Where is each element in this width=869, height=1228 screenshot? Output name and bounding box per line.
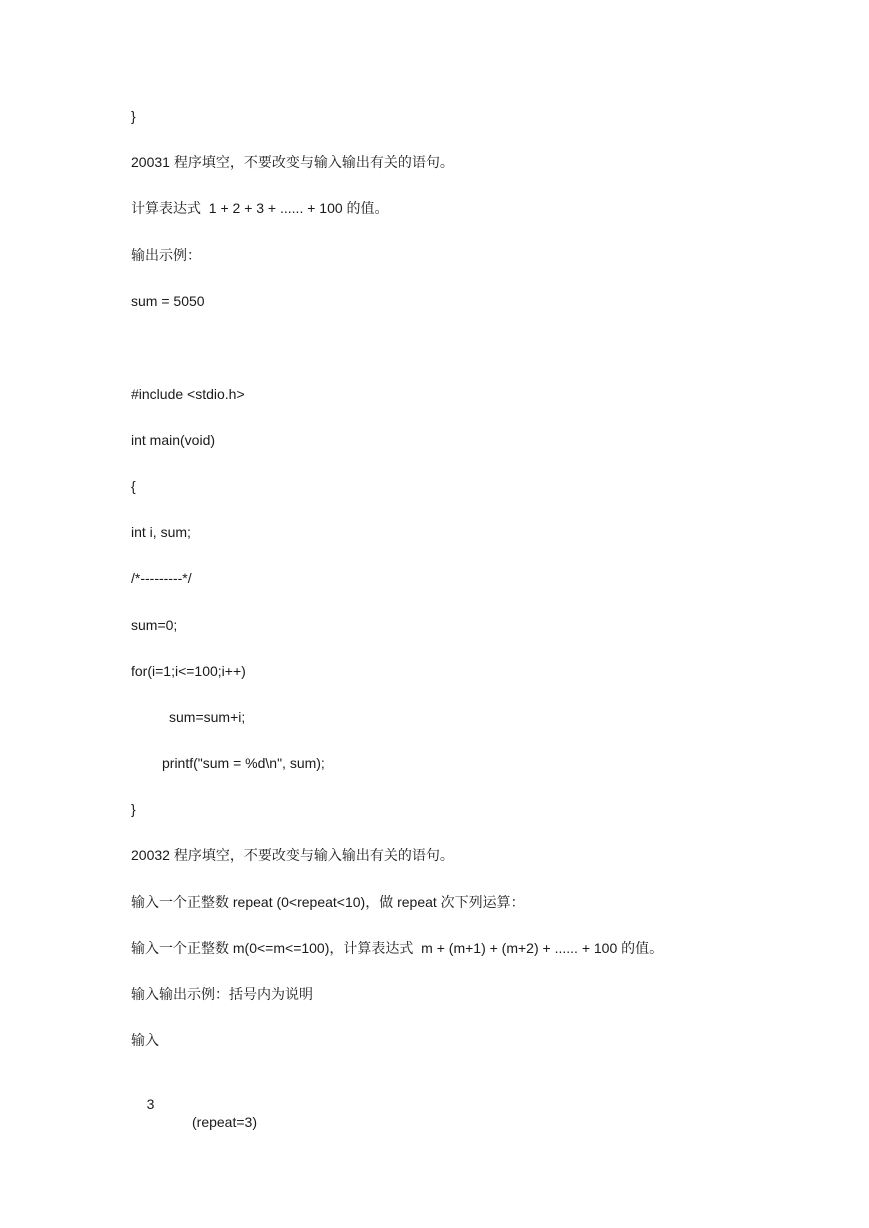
code-for-loop: for(i=1;i<=100;i++) (131, 663, 246, 679)
closing-brace: } (131, 108, 136, 124)
problem-20032-expression-description: 输入一个正整数 m(0<=m<=100)，计算表达式 m + (m+1) + (m+2) + ...... + 100 的值。 (131, 940, 664, 956)
code-printf: printf("sum = %d\n", sum); (162, 755, 325, 771)
problem-20031-title: 20031 程序填空，不要改变与输入输出有关的语句。 (131, 154, 454, 170)
code-blank-comment: /*---------*/ (131, 570, 192, 586)
code-declaration: int i, sum; (131, 524, 191, 540)
input-label: 输入 (131, 1032, 159, 1048)
output-example-label: 输出示例： (131, 247, 201, 263)
code-sum-init: sum=0; (131, 617, 178, 633)
problem-20031-description: 计算表达式 1 + 2 + 3 + ...... + 100 的值。 (131, 200, 389, 216)
problem-20032-repeat-description: 输入一个正整数 repeat (0<repeat<10)，做 repeat 次下列运算： (131, 894, 525, 910)
input-example-line (131, 1077, 431, 1149)
code-main-signature: int main(void) (131, 432, 216, 448)
code-include: #include <stdio.h> (131, 386, 245, 402)
problem-20032-title: 20032 程序填空，不要改变与输入输出有关的语句。 (131, 847, 454, 863)
code-close-brace: } (131, 801, 136, 817)
input-example-value: 3 (146, 1096, 155, 1112)
io-example-label: 输入输出示例：括号内为说明 (131, 986, 313, 1002)
output-example-value: sum = 5050 (131, 293, 205, 309)
code-loop-body: sum=sum+i; (169, 709, 246, 725)
code-open-brace: { (131, 478, 136, 494)
input-example-note: (repeat=3) (192, 1114, 257, 1130)
